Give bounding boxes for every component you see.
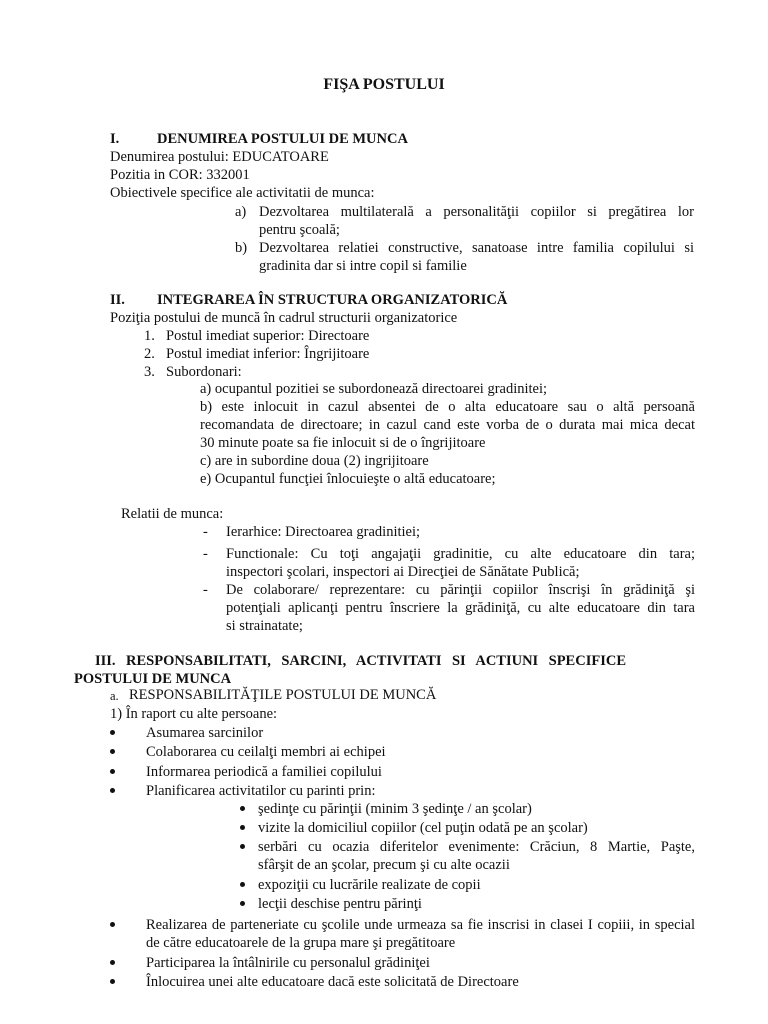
- subordination-c: c) are in subordine doua (2) ingrijitoare: [200, 453, 429, 469]
- objective-a-line1: Dezvoltarea multilaterală a personalităţii copiilor si pregătirea lor: [259, 204, 694, 220]
- relation-3-line1: De colaborare/ reprezentare: cu părinţii copiilor înscrişi în grădiniţă şi: [226, 582, 695, 598]
- item-3-text: Subordonari:: [166, 364, 242, 380]
- subordination-a: a) ocupantul pozitiei se subordonează directoarei gradinitei;: [200, 381, 548, 397]
- nested-item-5: lecţii deschise pentru părinţi: [258, 896, 422, 912]
- bullet-item-4: Planificarea activitatilor cu parinti prin:: [146, 783, 376, 799]
- bullet-item-6: Participarea la întâlnirile cu personalul grădiniţei: [146, 955, 430, 971]
- relation-3-line2: potenţiali aplicanţi pentru înscriere la grădiniţă, cu alte educatoare din tara: [226, 600, 695, 616]
- subordination-b-line3: 30 minute poate sa fie inlocuit si de o îngrijitoare: [200, 435, 486, 451]
- objective-b-line2: gradinita dar si intre copil si familie: [259, 258, 467, 274]
- subordination-b-line1: b) este inlocuit in cazul absentei de o alta educatoare sau o altă persoană: [200, 399, 695, 415]
- bullet-item-5-line2: de către educatoarele de la grupa mare şi pregătitoare: [146, 935, 456, 951]
- nested-item-4: expoziţii cu lucrările realizate de copii: [258, 877, 481, 893]
- subsection-a-heading: RESPONSABILITĂŢILE POSTULUI DE MUNCĂ: [129, 687, 437, 703]
- relation-2-marker: -: [203, 546, 208, 562]
- item-1-text: Postul imediat superior: Directoare: [166, 328, 370, 344]
- section-2-number: II.: [110, 292, 125, 308]
- bullet-dot: [110, 922, 115, 927]
- position-intro: Poziţia postului de muncă în cadrul structurii organizatorice: [110, 310, 458, 326]
- nested-bullet-dot: [240, 901, 245, 906]
- relation-1-line1: Ierarhice: Directoarea gradinitiei;: [226, 524, 421, 540]
- relation-2-line1: Functionale: Cu toţi angajaţii gradinitie, cu alte educatoare din tara;: [226, 546, 695, 562]
- document-title: FIŞA POSTULUI: [323, 76, 445, 93]
- relation-persons-label: 1) În raport cu alte persoane:: [110, 706, 278, 722]
- section-3-heading-line1: III. RESPONSABILITATI, SARCINI, ACTIVITATI SI ACTIUNI SPECIFICE: [95, 653, 626, 669]
- relation-1-marker: -: [203, 524, 208, 540]
- nested-item-3-line1: serbări cu ocazia diferitelor evenimente: Crăciun, 8 Martie, Paşte,: [258, 839, 695, 855]
- bullet-item-5-line1: Realizarea de parteneriate cu şcolile unde urmeaza sa fie inscrisi in clasei I copiii, in special: [146, 917, 695, 933]
- item-2-marker: 2.: [144, 346, 155, 362]
- nested-item-2: vizite la domiciliul copiilor (cel puţin odată pe an şcolar): [258, 820, 588, 836]
- objectives-label: Obiectivele specifice ale activitatii de munca:: [110, 185, 375, 201]
- section-1-number: I.: [110, 131, 120, 147]
- relation-3-marker: -: [203, 582, 208, 598]
- bullet-item-7: Înlocuirea unei alte educatoare dacă este solicitată de Directoare: [146, 974, 519, 990]
- bullet-dot: [110, 769, 115, 774]
- bullet-item-2: Colaborarea cu ceilalţi membri ai echipei: [146, 744, 386, 760]
- objective-b-marker: b): [235, 240, 248, 256]
- nested-bullet-dot: [240, 882, 245, 887]
- subordination-b-line2: recomandata de directoare; in cazul cand este vorba de o durata mai mica decat: [200, 417, 695, 433]
- bullet-dot: [110, 788, 115, 793]
- bullet-dot: [110, 979, 115, 984]
- job-name-line: Denumirea postului: EDUCATOARE: [110, 149, 329, 165]
- section-1-heading: DENUMIREA POSTULUI DE MUNCA: [157, 131, 408, 147]
- item-3-marker: 3.: [144, 364, 155, 380]
- nested-item-3-line2: sfârşit de an şcolar, precum şi cu alte ocazii: [258, 857, 510, 873]
- bullet-dot: [110, 730, 115, 735]
- objective-a-line2: pentru şcoală;: [259, 222, 340, 238]
- nested-bullet-dot: [240, 825, 245, 830]
- subordination-e: e) Ocupantul funcţiei înlocuieşte o altă educatoare;: [200, 471, 496, 487]
- nested-bullet-dot: [240, 806, 245, 811]
- objective-b-line1: Dezvoltarea relatiei constructive, sanatoase intre familia copilului si: [259, 240, 694, 256]
- bullet-dot: [110, 749, 115, 754]
- bullet-dot: [110, 960, 115, 965]
- item-2-text: Postul imediat inferior: Îngrijitoare: [166, 346, 370, 362]
- bullet-item-1: Asumarea sarcinilor: [146, 725, 264, 741]
- item-1-marker: 1.: [144, 328, 155, 344]
- objective-a-marker: a): [235, 204, 247, 220]
- relations-label: Relatii de munca:: [121, 506, 224, 522]
- bullet-item-3: Informarea periodică a familiei copilului: [146, 764, 382, 780]
- nested-bullet-dot: [240, 844, 245, 849]
- relation-2-line2: inspectori şcolari, inspectori ai Direcţiei de Sănătate Publică;: [226, 564, 580, 580]
- relation-3-line3: si strainatate;: [226, 618, 303, 634]
- section-2-heading: INTEGRAREA ÎN STRUCTURA ORGANIZATORICĂ: [157, 292, 508, 308]
- section-3-heading-line2: POSTULUI DE MUNCA: [74, 671, 232, 687]
- nested-item-1: şedinţe cu părinţii (minim 3 şedinţe / an şcolar): [258, 801, 532, 817]
- cor-code-line: Pozitia in COR: 332001: [110, 167, 250, 183]
- subsection-a-marker: a.: [110, 689, 119, 703]
